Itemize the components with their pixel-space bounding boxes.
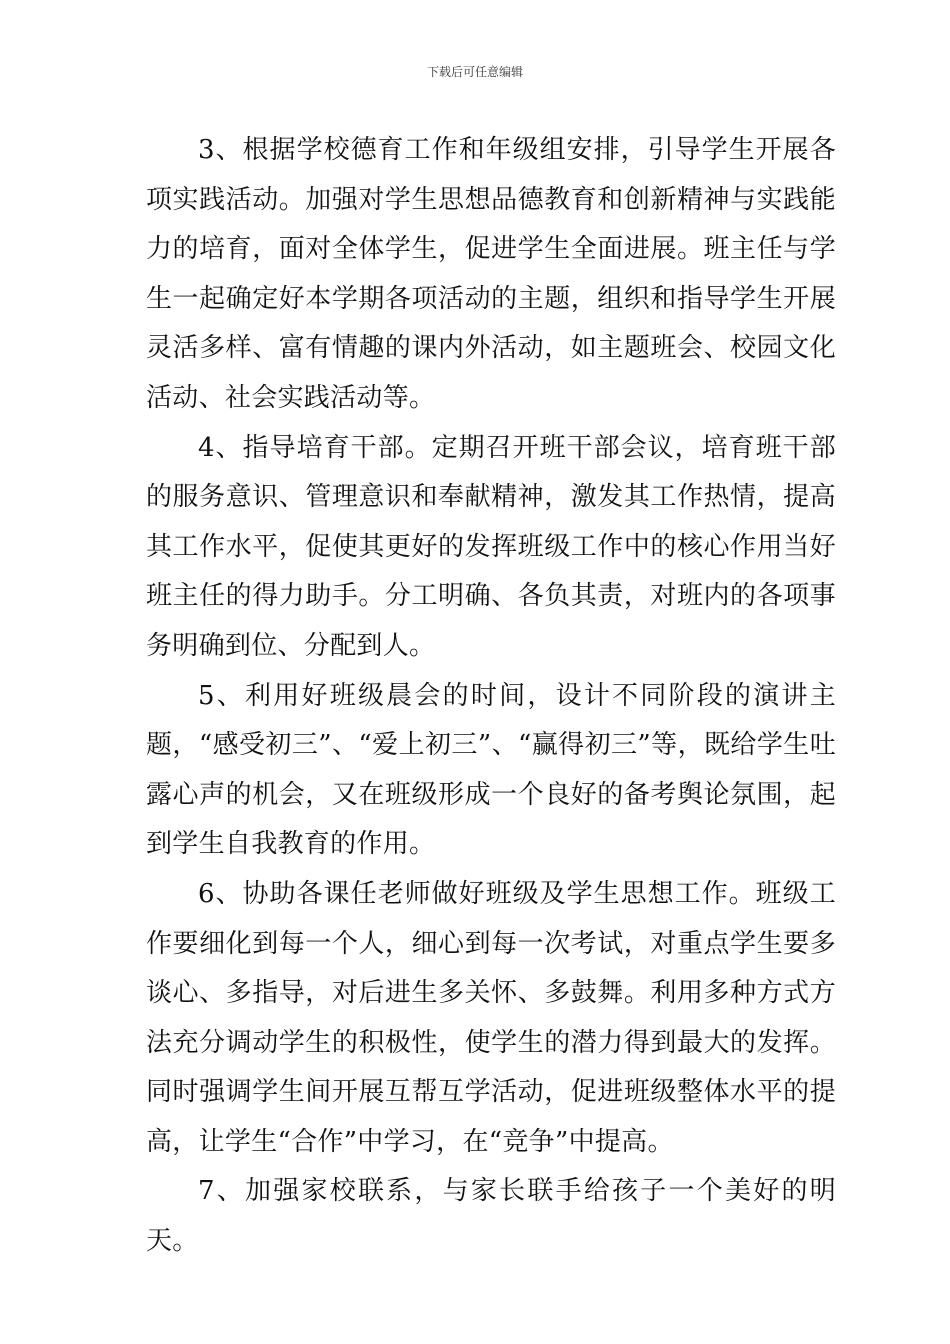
- paragraph-item-3: 3、根据学校德育工作和年级组安排，引导学生开展各项实践活动。加强对学生思想品德教育和创新精神与实践能力的培育，面对全体学生，促进学生全面进展。班主任与学生一起确定好本学期各项活动的主题，组织和指导学生开展灵活多样、富有情趣的课内外活动，如主题班会、校园文化活动、社会实践活动等。: [146, 135, 836, 413]
- document-body: [146, 126, 836, 1267]
- paragraph-item-7: 7、加强家校联系，与家长联手给孩子一个美好的明天。: [146, 1176, 836, 1257]
- paragraph-item-4: 4、指导培育干部。定期召开班干部会议，培育班干部的服务意识、管理意识和奉献精神，激发其工作热情，提高其工作水平，促使其更好的发挥班级工作中的核心作用当好班主任的得力助手。分工明确、各负其责，对班内的各项事务明确到位、分配到人。: [146, 432, 836, 661]
- page-header: 下载后可任意编辑: [426, 65, 523, 79]
- paragraph-item-6: 6、协助各课任老师做好班级及学生思想工作。班级工作要细化到每一个人，细心到每一次考试，对重点学生要多谈心、多指导，对后进生多关怀、多鼓舞。利用多种方式方法充分调动学生的积极性，使学生的潜力得到最大的发挥。同时强调学生间开展互帮互学活动，促进班级整体水平的提高，让学生“合作”中学习，在“竞争”中提高。: [146, 878, 836, 1157]
- paragraph-item-5: 5、利用好班级晨会的时间，设计不同阶段的演讲主题，“感受初三”、“爱上初三”、“赢得初三”等，既给学生吐露心声的机会，又在班级形成一个良好的备考舆论氛围，起到学生自我教育的作用。: [146, 680, 836, 860]
